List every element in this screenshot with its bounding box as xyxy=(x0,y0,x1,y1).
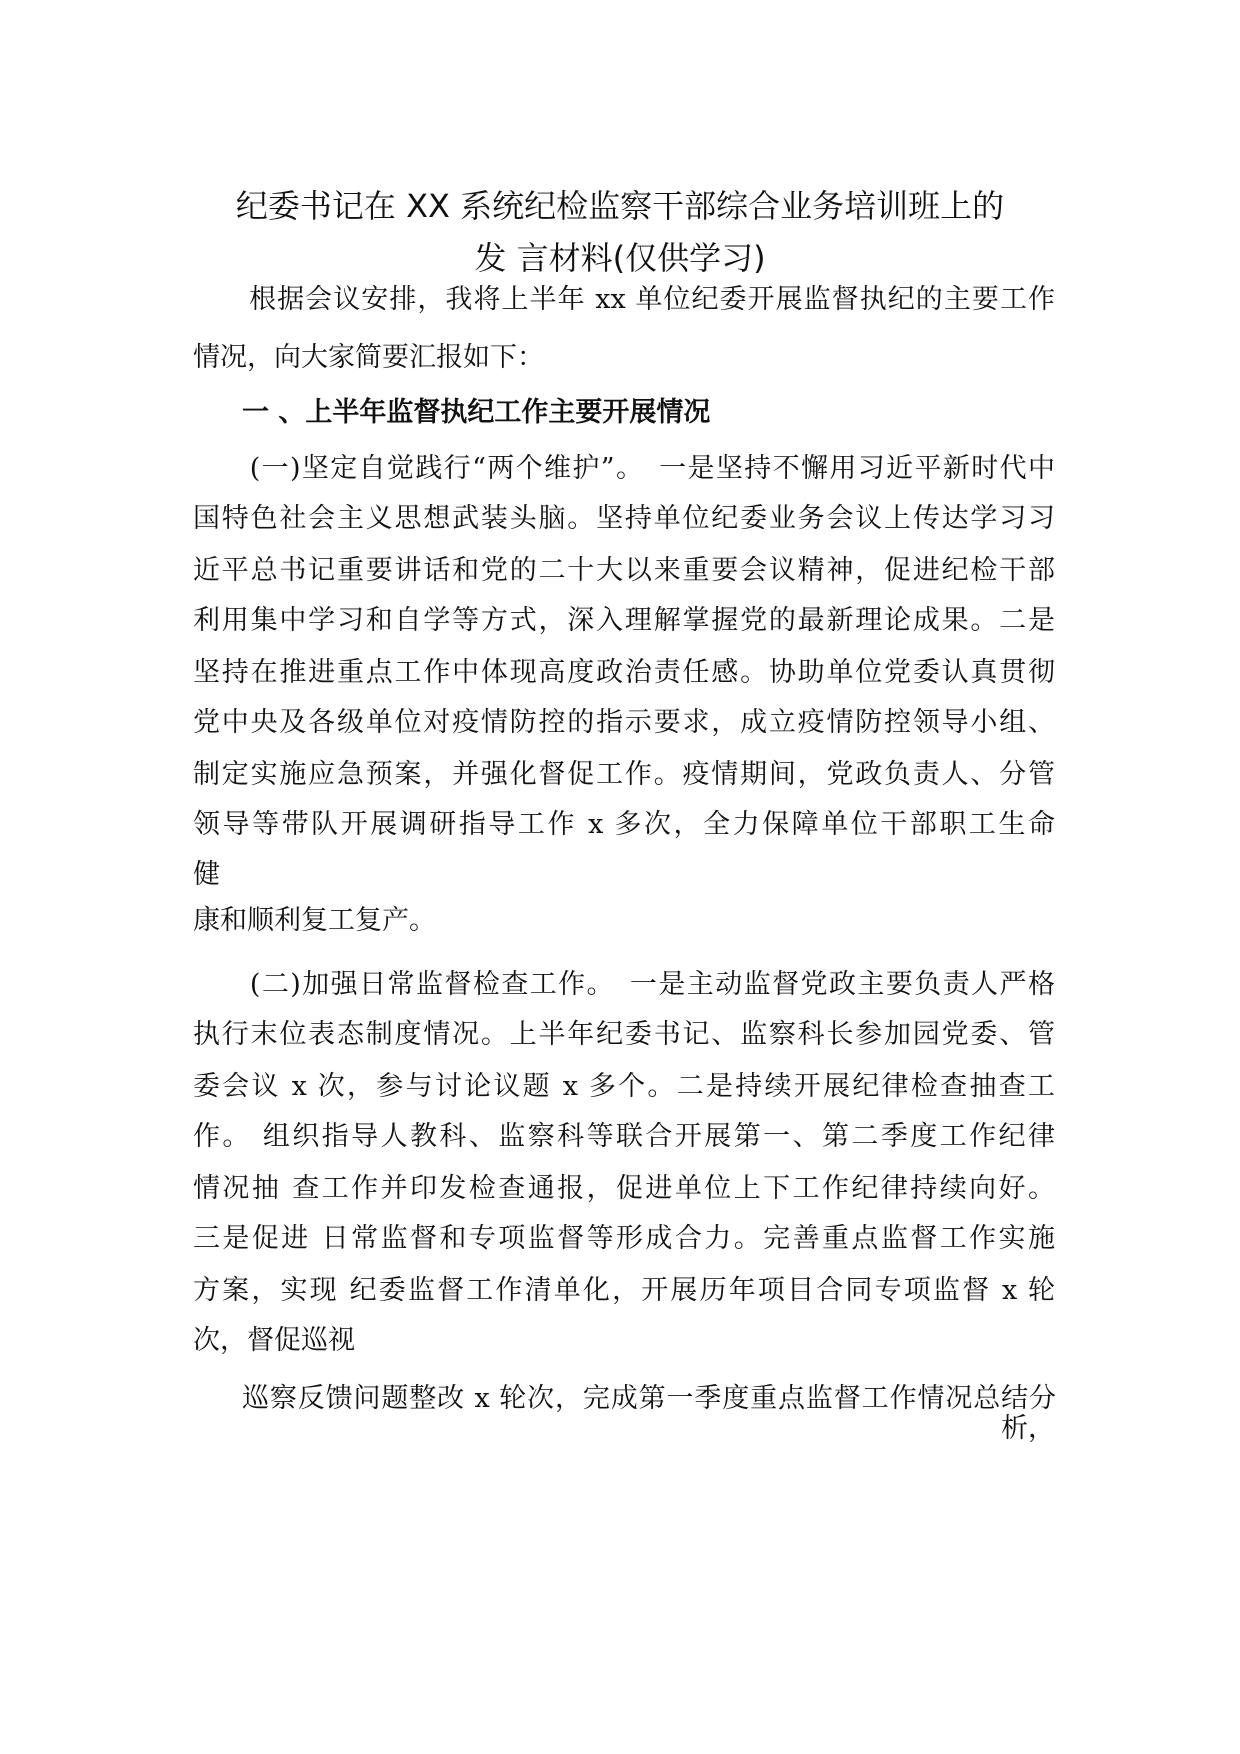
paragraph-line: 情况抽 查工作并印发检查通报，促进单位上下工作纪律持续向好。 xyxy=(193,1173,1055,1204)
paragraph-line: 制定实施应急预案，并强化督促工作。疫情期间，党政负责人、分管 xyxy=(193,759,1055,790)
paragraph-line: 次，督促巡视 xyxy=(193,1325,355,1356)
intro-line: 根据会议安排，我将上半年 xx 单位纪委开展监督执纪的主要工作 xyxy=(193,284,1055,315)
paragraph-line: 方案，实现 纪委监督工作清单化，开展历年项目合同专项监督 x 轮 xyxy=(193,1275,1055,1306)
document-title-line-2: 发 言材料(仅供学习) xyxy=(474,239,766,277)
paragraph-line: 执行末位表态制度情况。上半年纪委书记、监察科长参加园党委、管 xyxy=(193,1019,1055,1050)
paragraph-line: 巡察反馈问题整改 x 轮次，完成第一季度重点监督工作情况总结分 xyxy=(242,1383,1056,1414)
paragraph-line: 党中央及各级单位对疫情防控的指示要求，成立疫情防控领导小组、 xyxy=(193,707,1055,738)
section-heading: 一 、上半年监督执纪工作主要开展情况 xyxy=(242,397,711,428)
paragraph-line: 近平总书记重要讲话和党的二十大以来重要会议精神，促进纪检干部 xyxy=(193,555,1055,586)
paragraph-line: 利用集中学习和自学等方式，深入理解掌握党的最新理论成果。二是 xyxy=(193,605,1055,636)
paragraph-line: (二)加强日常监督检查工作。 一是主动监督党政主要负责人严格 xyxy=(193,969,1055,1000)
intro-line: 情况，向大家简要汇报如下： xyxy=(193,342,544,373)
paragraph-line: 领导等带队开展调研指导工作 x 多次，全力保障单位干部职工生命 xyxy=(193,809,1055,840)
paragraph-line: 作。 组织指导人教科、监察科等联合开展第一、第二季度工作纪律 xyxy=(193,1121,1055,1152)
paragraph-line-end: 析， xyxy=(1001,1413,1055,1444)
paragraph-line: 坚持在推进重点工作中体现高度政治责任感。协助单位党委认真贯彻 xyxy=(193,657,1055,688)
paragraph-line: 三是促进 日常监督和专项监督等形成合力。完善重点监督工作实施 xyxy=(193,1223,1055,1254)
paragraph-line: 健 xyxy=(193,859,220,890)
document-title-line-1: 纪委书记在 XX 系统纪检监察干部综合业务培训班上的 xyxy=(235,187,1005,225)
paragraph-line: 国特色社会主义思想武装头脑。坚持单位纪委业务会议上传达学习习 xyxy=(193,503,1055,534)
paragraph-line: 康和顺利复工复产。 xyxy=(193,905,436,936)
paragraph-line: (一)坚定自觉践行“两个维护”。 一是坚持不懈用习近平新时代中 xyxy=(193,453,1055,484)
paragraph-line: 委会议 x 次，参与讨论议题 x 多个。二是持续开展纪律检查抽查工 xyxy=(193,1071,1055,1102)
